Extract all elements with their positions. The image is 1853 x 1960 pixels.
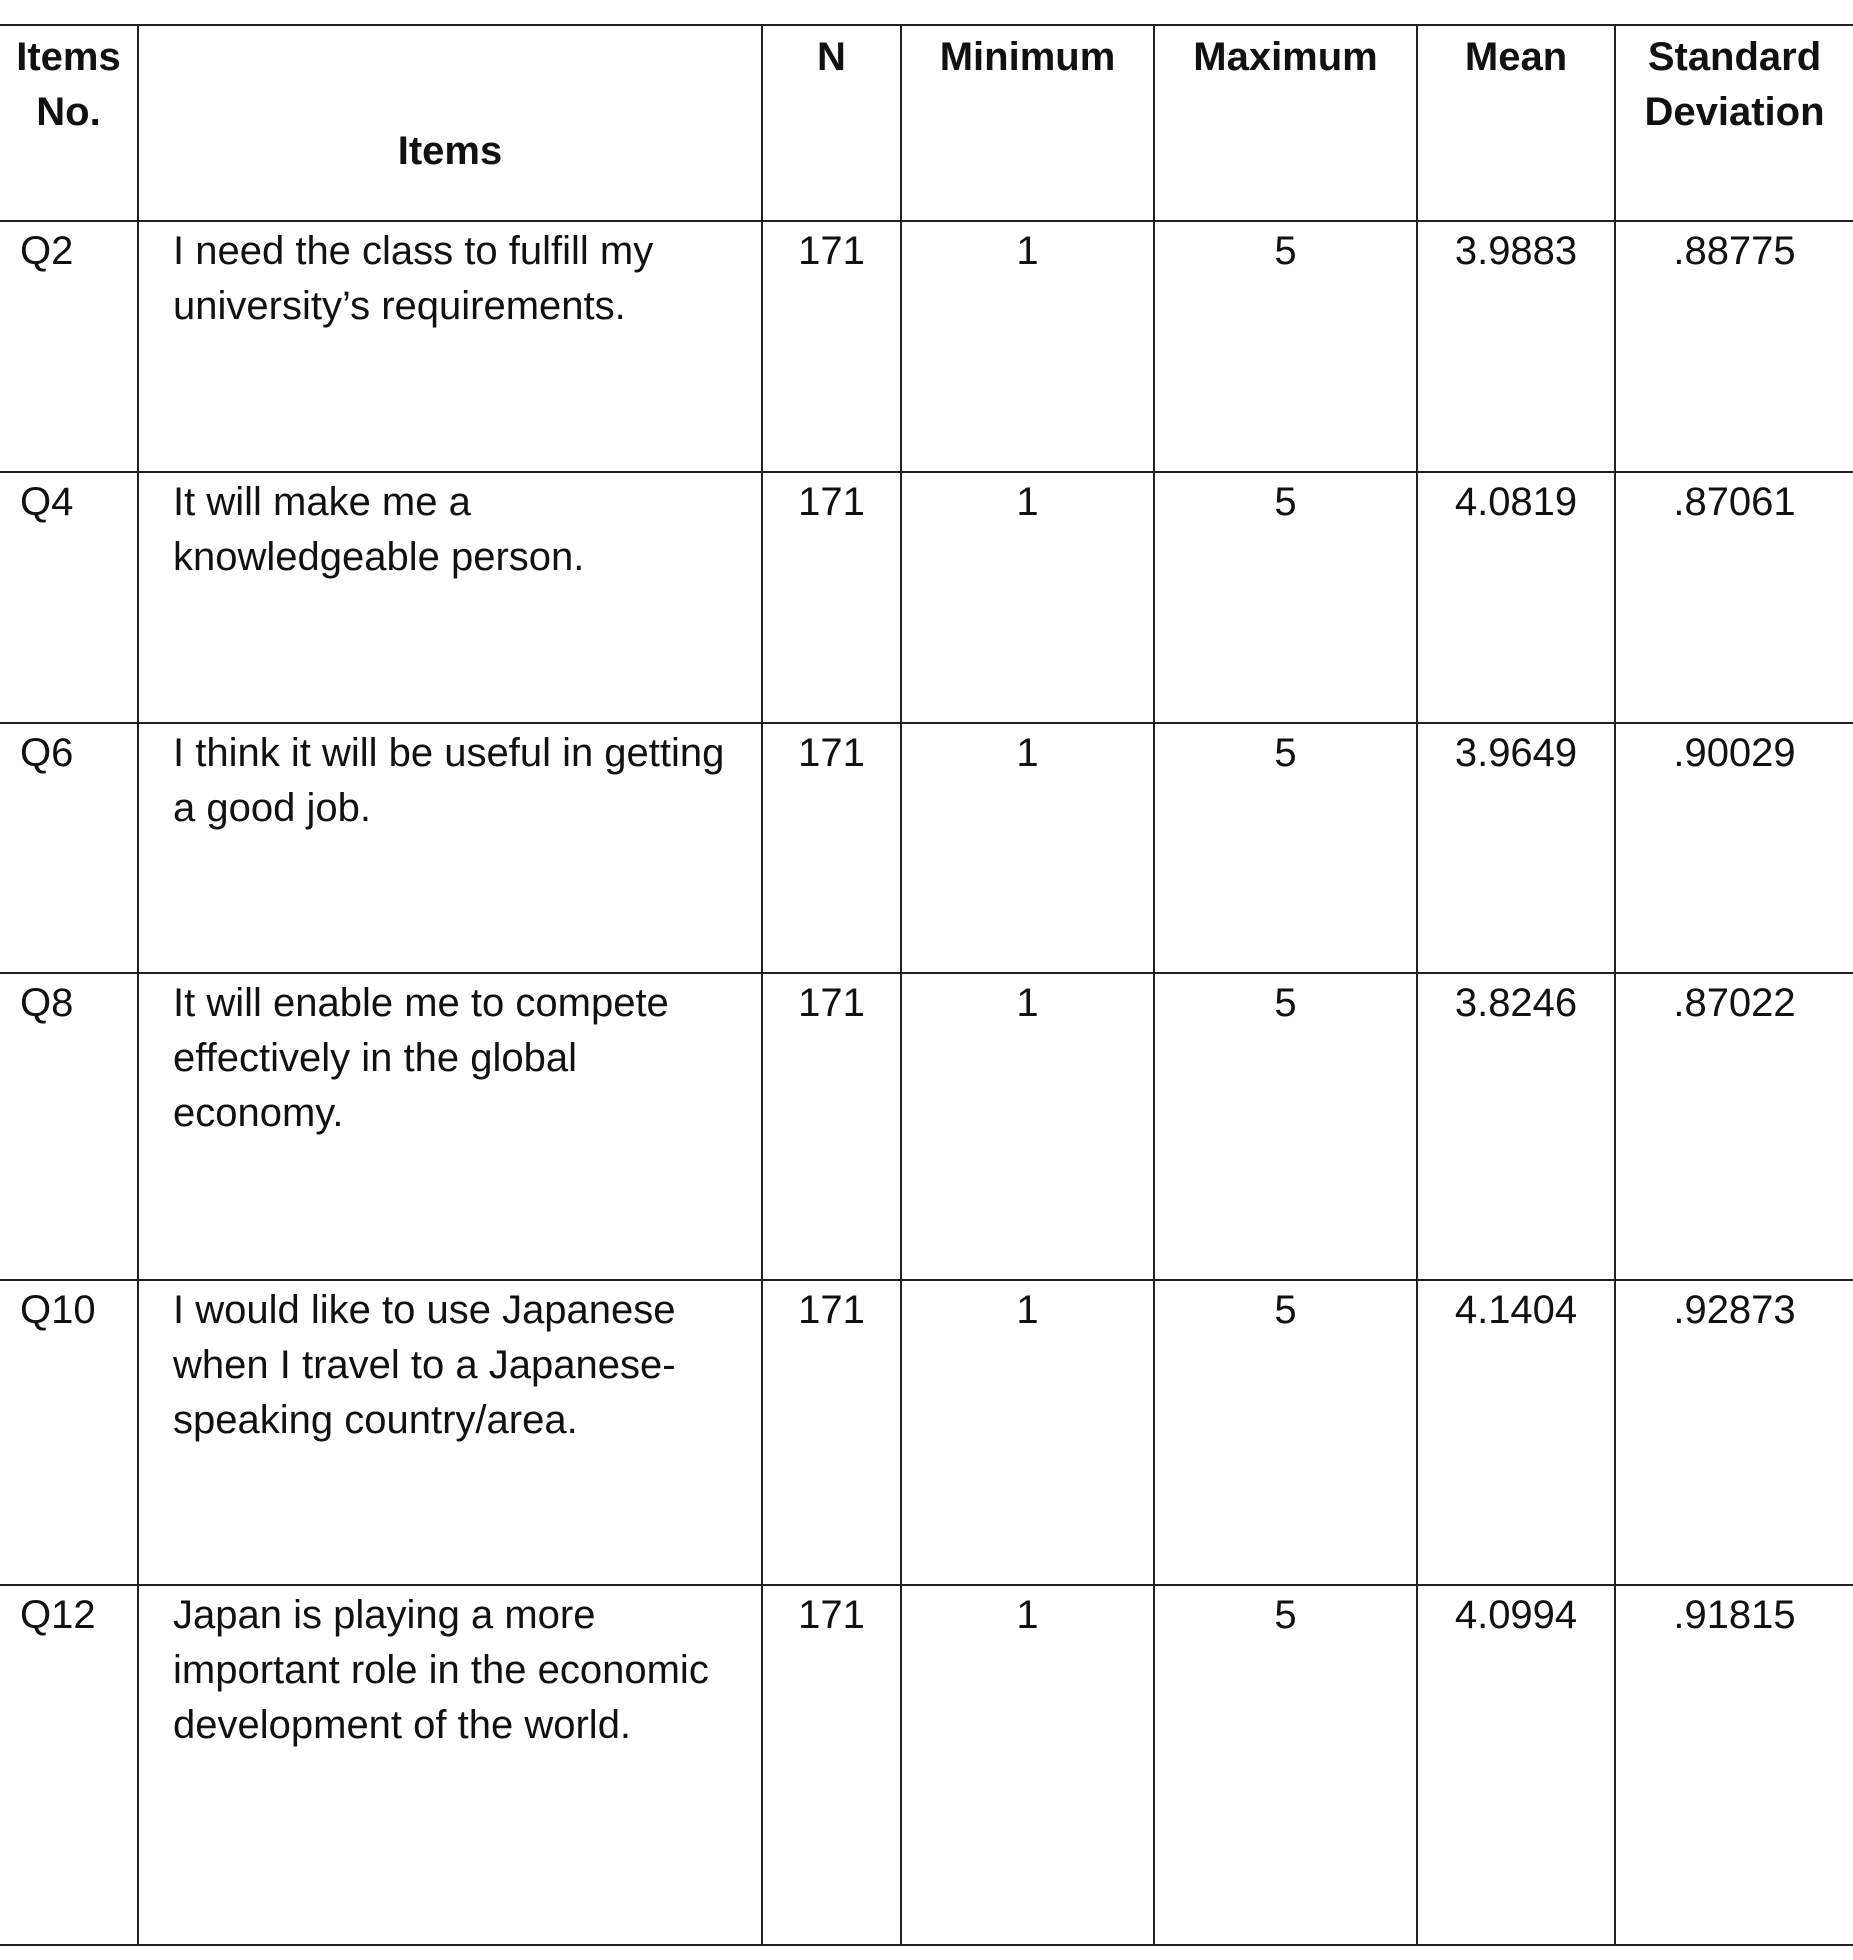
n-cell: 171 [762,723,901,973]
maximum-cell: 5 [1154,1585,1417,1945]
table-row [0,973,1853,1280]
table-row [0,723,1853,973]
mean-cell: 4.0994 [1417,1585,1615,1945]
maximum-cell: 5 [1154,472,1417,723]
item-id-cell: Q10 [0,1280,138,1585]
mean-cell: 4.1404 [1417,1280,1615,1585]
minimum-cell: 1 [901,472,1154,723]
std-dev-cell: .92873 [1615,1280,1853,1585]
std-dev-cell: .91815 [1615,1585,1853,1945]
mean-cell: 3.9649 [1417,723,1615,973]
header-items: Items [138,25,762,221]
n-cell: 171 [762,221,901,472]
item-text-cell: I need the class to fulfill my university’s requirements. [138,221,762,472]
minimum-cell: 1 [901,1585,1154,1945]
item-id-cell: Q4 [0,472,138,723]
std-dev-cell: .87061 [1615,472,1853,723]
n-cell: 171 [762,472,901,723]
table-row [0,221,1853,472]
item-id-cell: Q8 [0,973,138,1280]
maximum-cell: 5 [1154,221,1417,472]
item-text-cell: I think it will be useful in getting a good job. [138,723,762,973]
header-n: N [762,25,901,221]
header-row [0,25,1853,221]
mean-cell: 4.0819 [1417,472,1615,723]
item-text-cell: I would like to use Japanese when I travel to a Japanese-speaking country/area. [138,1280,762,1585]
table-row [0,1585,1853,1945]
minimum-cell: 1 [901,1280,1154,1585]
item-id-cell: Q6 [0,723,138,973]
minimum-cell: 1 [901,221,1154,472]
item-id-cell: Q12 [0,1585,138,1945]
maximum-cell: 5 [1154,723,1417,973]
n-cell: 171 [762,1280,901,1585]
mean-cell: 3.8246 [1417,973,1615,1280]
header-maximum: Maximum [1154,25,1417,221]
table-row [0,1280,1853,1585]
std-dev-cell: .88775 [1615,221,1853,472]
item-text-cell: Japan is playing a more important role in the economic development of the world. [138,1585,762,1945]
n-cell: 171 [762,973,901,1280]
maximum-cell: 5 [1154,1280,1417,1585]
minimum-cell: 1 [901,723,1154,973]
std-dev-cell: .90029 [1615,723,1853,973]
header-minimum: Minimum [901,25,1154,221]
header-item-no: Items No. [0,25,138,221]
item-text-cell: It will make me a knowledgeable person. [138,472,762,723]
minimum-cell: 1 [901,973,1154,1280]
n-cell: 171 [762,1585,901,1945]
header-standard-deviation: Standard Deviation [1615,25,1853,221]
maximum-cell: 5 [1154,973,1417,1280]
item-text-cell: It will enable me to compete effectively in the global economy. [138,973,762,1280]
table-row [0,472,1853,723]
header-mean: Mean [1417,25,1615,221]
mean-cell: 3.9883 [1417,221,1615,472]
item-id-cell: Q2 [0,221,138,472]
std-dev-cell: .87022 [1615,973,1853,1280]
descriptive-statistics-table [0,24,1853,1946]
